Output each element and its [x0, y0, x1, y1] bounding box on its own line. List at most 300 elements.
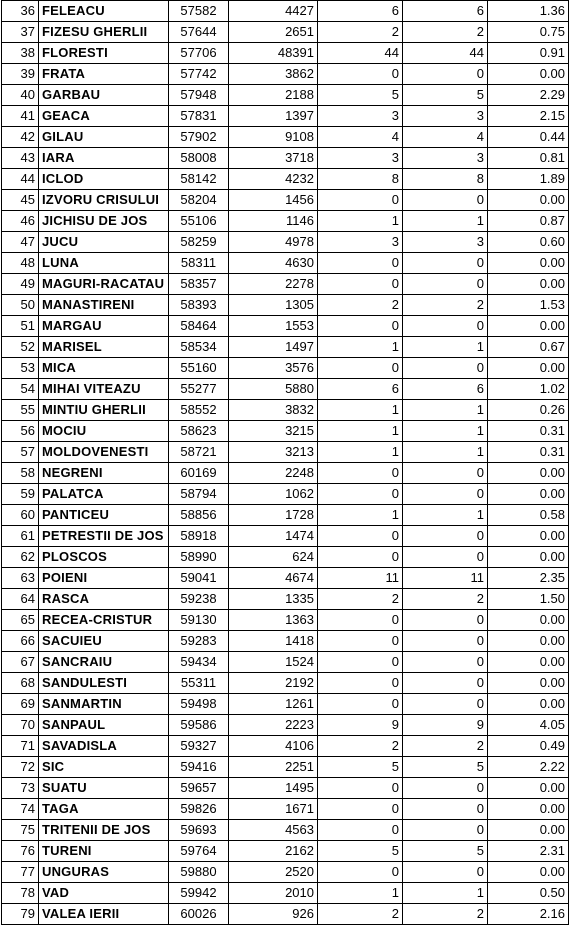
population-cell: 1728 — [229, 505, 318, 526]
table-row — [2, 631, 569, 652]
locality-name-cell: FELEACU — [39, 1, 169, 22]
locality-name-cell: PALATCA — [39, 484, 169, 505]
rate-cell: 1.36 — [488, 1, 569, 22]
locality-name-cell: JUCU — [39, 232, 169, 253]
row-index-cell: 50 — [2, 295, 39, 316]
siruta-code-cell: 59880 — [169, 862, 229, 883]
siruta-code-cell: 58204 — [169, 190, 229, 211]
cases-cell: 0 — [318, 64, 403, 85]
rate-cell: 2.29 — [488, 85, 569, 106]
locality-name-cell: MIHAI VITEAZU — [39, 379, 169, 400]
locality-name-cell: SANPAUL — [39, 715, 169, 736]
cases-cell: 3 — [318, 232, 403, 253]
locality-name-cell: MARGAU — [39, 316, 169, 337]
table-row — [2, 610, 569, 631]
table-row — [2, 736, 569, 757]
locality-name-cell: GARBAU — [39, 85, 169, 106]
cases-total-cell: 0 — [403, 652, 488, 673]
cases-total-cell: 11 — [403, 568, 488, 589]
cases-cell: 1 — [318, 400, 403, 421]
siruta-code-cell: 58721 — [169, 442, 229, 463]
row-index-cell: 55 — [2, 400, 39, 421]
rate-cell: 0.50 — [488, 883, 569, 904]
row-index-cell: 75 — [2, 820, 39, 841]
rate-cell: 0.75 — [488, 22, 569, 43]
row-index-cell: 76 — [2, 841, 39, 862]
locality-name-cell: MOCIU — [39, 421, 169, 442]
cases-cell: 44 — [318, 43, 403, 64]
locality-name-cell: SUATU — [39, 778, 169, 799]
cases-total-cell: 9 — [403, 715, 488, 736]
siruta-code-cell: 59498 — [169, 694, 229, 715]
cases-total-cell: 0 — [403, 862, 488, 883]
row-index-cell: 60 — [2, 505, 39, 526]
row-index-cell: 53 — [2, 358, 39, 379]
row-index-cell: 77 — [2, 862, 39, 883]
siruta-code-cell: 58357 — [169, 274, 229, 295]
siruta-code-cell: 58534 — [169, 337, 229, 358]
cases-total-cell: 2 — [403, 904, 488, 925]
rate-cell: 0.00 — [488, 799, 569, 820]
cases-cell: 0 — [318, 253, 403, 274]
cases-total-cell: 5 — [403, 85, 488, 106]
row-index-cell: 42 — [2, 127, 39, 148]
population-cell: 9108 — [229, 127, 318, 148]
rate-cell: 0.00 — [488, 484, 569, 505]
locality-name-cell: VALEA IERII — [39, 904, 169, 925]
cases-total-cell: 1 — [403, 400, 488, 421]
population-cell: 4674 — [229, 568, 318, 589]
cases-total-cell: 0 — [403, 463, 488, 484]
cases-total-cell: 0 — [403, 778, 488, 799]
table-row — [2, 400, 569, 421]
cases-total-cell: 0 — [403, 358, 488, 379]
rate-cell: 0.00 — [488, 820, 569, 841]
table-row — [2, 85, 569, 106]
siruta-code-cell: 59826 — [169, 799, 229, 820]
rate-cell: 1.50 — [488, 589, 569, 610]
cases-cell: 0 — [318, 316, 403, 337]
table-row — [2, 694, 569, 715]
locality-name-cell: GEACA — [39, 106, 169, 127]
cases-total-cell: 1 — [403, 505, 488, 526]
cases-total-cell: 0 — [403, 190, 488, 211]
row-index-cell: 74 — [2, 799, 39, 820]
population-cell: 48391 — [229, 43, 318, 64]
siruta-code-cell: 59942 — [169, 883, 229, 904]
table-row — [2, 484, 569, 505]
locality-name-cell: IZVORU CRISULUI — [39, 190, 169, 211]
cases-total-cell: 2 — [403, 295, 488, 316]
table-row — [2, 169, 569, 190]
rate-cell: 0.31 — [488, 442, 569, 463]
table-row — [2, 547, 569, 568]
row-index-cell: 51 — [2, 316, 39, 337]
table-row — [2, 715, 569, 736]
table-row — [2, 652, 569, 673]
siruta-code-cell: 58794 — [169, 484, 229, 505]
row-index-cell: 58 — [2, 463, 39, 484]
table-row — [2, 316, 569, 337]
locality-name-cell: MAGURI-RACATAU — [39, 274, 169, 295]
table-row — [2, 148, 569, 169]
locality-name-cell: MINTIU GHERLII — [39, 400, 169, 421]
row-index-cell: 57 — [2, 442, 39, 463]
rate-cell: 0.31 — [488, 421, 569, 442]
siruta-code-cell: 59434 — [169, 652, 229, 673]
cases-cell: 4 — [318, 127, 403, 148]
locality-name-cell: SANMARTIN — [39, 694, 169, 715]
cases-cell: 0 — [318, 862, 403, 883]
rate-cell: 0.49 — [488, 736, 569, 757]
row-index-cell: 71 — [2, 736, 39, 757]
locality-name-cell: MARISEL — [39, 337, 169, 358]
cases-cell: 0 — [318, 358, 403, 379]
cases-cell: 2 — [318, 589, 403, 610]
cases-total-cell: 8 — [403, 169, 488, 190]
locality-name-cell: SIC — [39, 757, 169, 778]
cases-total-cell: 6 — [403, 379, 488, 400]
table-row — [2, 673, 569, 694]
cases-total-cell: 0 — [403, 820, 488, 841]
cases-total-cell: 4 — [403, 127, 488, 148]
cases-total-cell: 2 — [403, 22, 488, 43]
rate-cell: 0.58 — [488, 505, 569, 526]
population-cell: 1146 — [229, 211, 318, 232]
siruta-code-cell: 60169 — [169, 463, 229, 484]
cases-total-cell: 5 — [403, 757, 488, 778]
row-index-cell: 72 — [2, 757, 39, 778]
siruta-code-cell: 59693 — [169, 820, 229, 841]
table-row — [2, 442, 569, 463]
locality-name-cell: SANDULESTI — [39, 673, 169, 694]
cases-cell: 6 — [318, 1, 403, 22]
row-index-cell: 73 — [2, 778, 39, 799]
cases-total-cell: 2 — [403, 589, 488, 610]
cases-cell: 8 — [318, 169, 403, 190]
locality-name-cell: TRITENII DE JOS — [39, 820, 169, 841]
row-index-cell: 49 — [2, 274, 39, 295]
population-cell: 3215 — [229, 421, 318, 442]
siruta-code-cell: 59764 — [169, 841, 229, 862]
locality-name-cell: ICLOD — [39, 169, 169, 190]
row-index-cell: 62 — [2, 547, 39, 568]
row-index-cell: 41 — [2, 106, 39, 127]
population-cell: 3576 — [229, 358, 318, 379]
table-row — [2, 862, 569, 883]
siruta-code-cell: 57948 — [169, 85, 229, 106]
rate-cell: 0.60 — [488, 232, 569, 253]
siruta-code-cell: 55277 — [169, 379, 229, 400]
population-cell: 2192 — [229, 673, 318, 694]
population-cell: 4106 — [229, 736, 318, 757]
row-index-cell: 52 — [2, 337, 39, 358]
table-row — [2, 778, 569, 799]
row-index-cell: 59 — [2, 484, 39, 505]
siruta-code-cell: 58142 — [169, 169, 229, 190]
row-index-cell: 67 — [2, 652, 39, 673]
locality-name-cell: RECEA-CRISTUR — [39, 610, 169, 631]
cases-total-cell: 1 — [403, 442, 488, 463]
siruta-code-cell: 58918 — [169, 526, 229, 547]
table-row — [2, 421, 569, 442]
siruta-code-cell: 55160 — [169, 358, 229, 379]
row-index-cell: 44 — [2, 169, 39, 190]
rate-cell: 0.00 — [488, 778, 569, 799]
population-cell: 1553 — [229, 316, 318, 337]
locality-name-cell: FRATA — [39, 64, 169, 85]
cases-total-cell: 0 — [403, 316, 488, 337]
locality-name-cell: NEGRENI — [39, 463, 169, 484]
cases-total-cell: 0 — [403, 526, 488, 547]
row-index-cell: 45 — [2, 190, 39, 211]
cases-cell: 0 — [318, 799, 403, 820]
cases-cell: 0 — [318, 526, 403, 547]
cases-total-cell: 1 — [403, 337, 488, 358]
rate-cell: 4.05 — [488, 715, 569, 736]
population-cell: 1305 — [229, 295, 318, 316]
cases-cell: 2 — [318, 295, 403, 316]
locality-name-cell: LUNA — [39, 253, 169, 274]
row-index-cell: 70 — [2, 715, 39, 736]
cases-cell: 9 — [318, 715, 403, 736]
population-cell: 2223 — [229, 715, 318, 736]
locality-name-cell: POIENI — [39, 568, 169, 589]
locality-name-cell: MOLDOVENESTI — [39, 442, 169, 463]
rate-cell: 0.00 — [488, 694, 569, 715]
population-cell: 2248 — [229, 463, 318, 484]
population-cell: 1671 — [229, 799, 318, 820]
cases-cell: 0 — [318, 547, 403, 568]
siruta-code-cell: 59041 — [169, 568, 229, 589]
row-index-cell: 79 — [2, 904, 39, 925]
cases-total-cell: 1 — [403, 211, 488, 232]
rate-cell: 0.44 — [488, 127, 569, 148]
cases-total-cell: 0 — [403, 484, 488, 505]
cases-total-cell: 0 — [403, 64, 488, 85]
table-row — [2, 883, 569, 904]
row-index-cell: 65 — [2, 610, 39, 631]
population-cell: 4563 — [229, 820, 318, 841]
population-cell: 4630 — [229, 253, 318, 274]
cases-total-cell: 0 — [403, 673, 488, 694]
cases-total-cell: 0 — [403, 610, 488, 631]
row-index-cell: 69 — [2, 694, 39, 715]
rate-cell: 0.00 — [488, 610, 569, 631]
cases-total-cell: 0 — [403, 799, 488, 820]
cases-cell: 1 — [318, 211, 403, 232]
table-row — [2, 505, 569, 526]
locality-name-cell: SAVADISLA — [39, 736, 169, 757]
cases-cell: 1 — [318, 505, 403, 526]
locality-name-cell: JICHISU DE JOS — [39, 211, 169, 232]
siruta-code-cell: 57902 — [169, 127, 229, 148]
cases-total-cell: 1 — [403, 421, 488, 442]
table-row — [2, 526, 569, 547]
cases-total-cell: 0 — [403, 631, 488, 652]
siruta-code-cell: 59238 — [169, 589, 229, 610]
table-row — [2, 106, 569, 127]
table-row — [2, 211, 569, 232]
table-row — [2, 190, 569, 211]
cases-cell: 11 — [318, 568, 403, 589]
siruta-code-cell: 57582 — [169, 1, 229, 22]
locality-name-cell: FIZESU GHERLII — [39, 22, 169, 43]
cases-cell: 1 — [318, 883, 403, 904]
table-row — [2, 589, 569, 610]
rate-cell: 0.00 — [488, 274, 569, 295]
rate-cell: 0.67 — [488, 337, 569, 358]
rate-cell: 2.31 — [488, 841, 569, 862]
row-index-cell: 46 — [2, 211, 39, 232]
siruta-code-cell: 58464 — [169, 316, 229, 337]
table-row — [2, 337, 569, 358]
cases-cell: 3 — [318, 148, 403, 169]
population-cell: 3213 — [229, 442, 318, 463]
population-cell: 1497 — [229, 337, 318, 358]
row-index-cell: 38 — [2, 43, 39, 64]
cases-cell: 5 — [318, 85, 403, 106]
rate-cell: 0.00 — [488, 463, 569, 484]
population-cell: 3832 — [229, 400, 318, 421]
table-row — [2, 64, 569, 85]
rate-cell: 0.00 — [488, 190, 569, 211]
cases-cell: 0 — [318, 463, 403, 484]
row-index-cell: 54 — [2, 379, 39, 400]
rate-cell: 0.00 — [488, 358, 569, 379]
row-index-cell: 78 — [2, 883, 39, 904]
rate-cell: 1.53 — [488, 295, 569, 316]
cases-total-cell: 3 — [403, 148, 488, 169]
row-index-cell: 40 — [2, 85, 39, 106]
population-cell: 1335 — [229, 589, 318, 610]
table-row — [2, 820, 569, 841]
table-row — [2, 253, 569, 274]
siruta-code-cell: 58552 — [169, 400, 229, 421]
rate-cell: 0.00 — [488, 64, 569, 85]
siruta-code-cell: 57742 — [169, 64, 229, 85]
population-cell: 1474 — [229, 526, 318, 547]
population-cell: 624 — [229, 547, 318, 568]
table-row — [2, 274, 569, 295]
cases-total-cell: 0 — [403, 694, 488, 715]
population-cell: 1062 — [229, 484, 318, 505]
population-cell: 4232 — [229, 169, 318, 190]
row-index-cell: 66 — [2, 631, 39, 652]
row-index-cell: 36 — [2, 1, 39, 22]
siruta-code-cell: 58311 — [169, 253, 229, 274]
locality-name-cell: RASCA — [39, 589, 169, 610]
siruta-code-cell: 58990 — [169, 547, 229, 568]
cases-total-cell: 6 — [403, 1, 488, 22]
population-cell: 3862 — [229, 64, 318, 85]
rate-cell: 0.00 — [488, 862, 569, 883]
siruta-code-cell: 59416 — [169, 757, 229, 778]
rate-cell: 0.00 — [488, 316, 569, 337]
rate-cell: 0.00 — [488, 547, 569, 568]
table-row — [2, 568, 569, 589]
table-row — [2, 358, 569, 379]
row-index-cell: 37 — [2, 22, 39, 43]
locality-name-cell: UNGURAS — [39, 862, 169, 883]
cases-cell: 6 — [318, 379, 403, 400]
population-cell: 2162 — [229, 841, 318, 862]
population-cell: 2520 — [229, 862, 318, 883]
siruta-code-cell: 58008 — [169, 148, 229, 169]
table-row — [2, 22, 569, 43]
siruta-code-cell: 60026 — [169, 904, 229, 925]
cases-cell: 0 — [318, 274, 403, 295]
cases-cell: 0 — [318, 610, 403, 631]
locality-name-cell: VAD — [39, 883, 169, 904]
table-row — [2, 1, 569, 22]
population-cell: 1261 — [229, 694, 318, 715]
siruta-code-cell: 55106 — [169, 211, 229, 232]
population-cell: 2251 — [229, 757, 318, 778]
siruta-code-cell: 59130 — [169, 610, 229, 631]
locality-name-cell: IARA — [39, 148, 169, 169]
locality-name-cell: SACUIEU — [39, 631, 169, 652]
siruta-code-cell: 57831 — [169, 106, 229, 127]
locality-name-cell: TAGA — [39, 799, 169, 820]
rate-cell: 2.15 — [488, 106, 569, 127]
row-index-cell: 47 — [2, 232, 39, 253]
rate-cell: 2.22 — [488, 757, 569, 778]
siruta-code-cell: 58623 — [169, 421, 229, 442]
table-row — [2, 757, 569, 778]
rate-cell: 2.16 — [488, 904, 569, 925]
locality-name-cell: PLOSCOS — [39, 547, 169, 568]
population-cell: 2188 — [229, 85, 318, 106]
rate-cell: 0.91 — [488, 43, 569, 64]
rate-cell: 0.00 — [488, 253, 569, 274]
cases-cell: 2 — [318, 22, 403, 43]
cases-total-cell: 3 — [403, 106, 488, 127]
siruta-code-cell: 58259 — [169, 232, 229, 253]
cases-cell: 1 — [318, 442, 403, 463]
locality-name-cell: GILAU — [39, 127, 169, 148]
siruta-code-cell: 57644 — [169, 22, 229, 43]
row-index-cell: 43 — [2, 148, 39, 169]
table-row — [2, 379, 569, 400]
population-cell: 4978 — [229, 232, 318, 253]
table-row — [2, 799, 569, 820]
cases-cell: 0 — [318, 820, 403, 841]
locality-name-cell: PETRESTII DE JOS — [39, 526, 169, 547]
population-cell: 926 — [229, 904, 318, 925]
siruta-code-cell: 59327 — [169, 736, 229, 757]
rate-cell: 0.00 — [488, 631, 569, 652]
locality-name-cell: SANCRAIU — [39, 652, 169, 673]
row-index-cell: 56 — [2, 421, 39, 442]
rate-cell: 0.00 — [488, 526, 569, 547]
locality-name-cell: PANTICEU — [39, 505, 169, 526]
population-cell: 2010 — [229, 883, 318, 904]
population-cell: 2278 — [229, 274, 318, 295]
siruta-code-cell: 58856 — [169, 505, 229, 526]
cases-total-cell: 5 — [403, 841, 488, 862]
siruta-code-cell: 58393 — [169, 295, 229, 316]
table-row — [2, 127, 569, 148]
population-cell: 1418 — [229, 631, 318, 652]
population-cell: 1524 — [229, 652, 318, 673]
population-cell: 3718 — [229, 148, 318, 169]
siruta-code-cell: 59586 — [169, 715, 229, 736]
population-cell: 1495 — [229, 778, 318, 799]
locality-name-cell: TURENI — [39, 841, 169, 862]
cases-cell: 0 — [318, 652, 403, 673]
table-row — [2, 904, 569, 925]
